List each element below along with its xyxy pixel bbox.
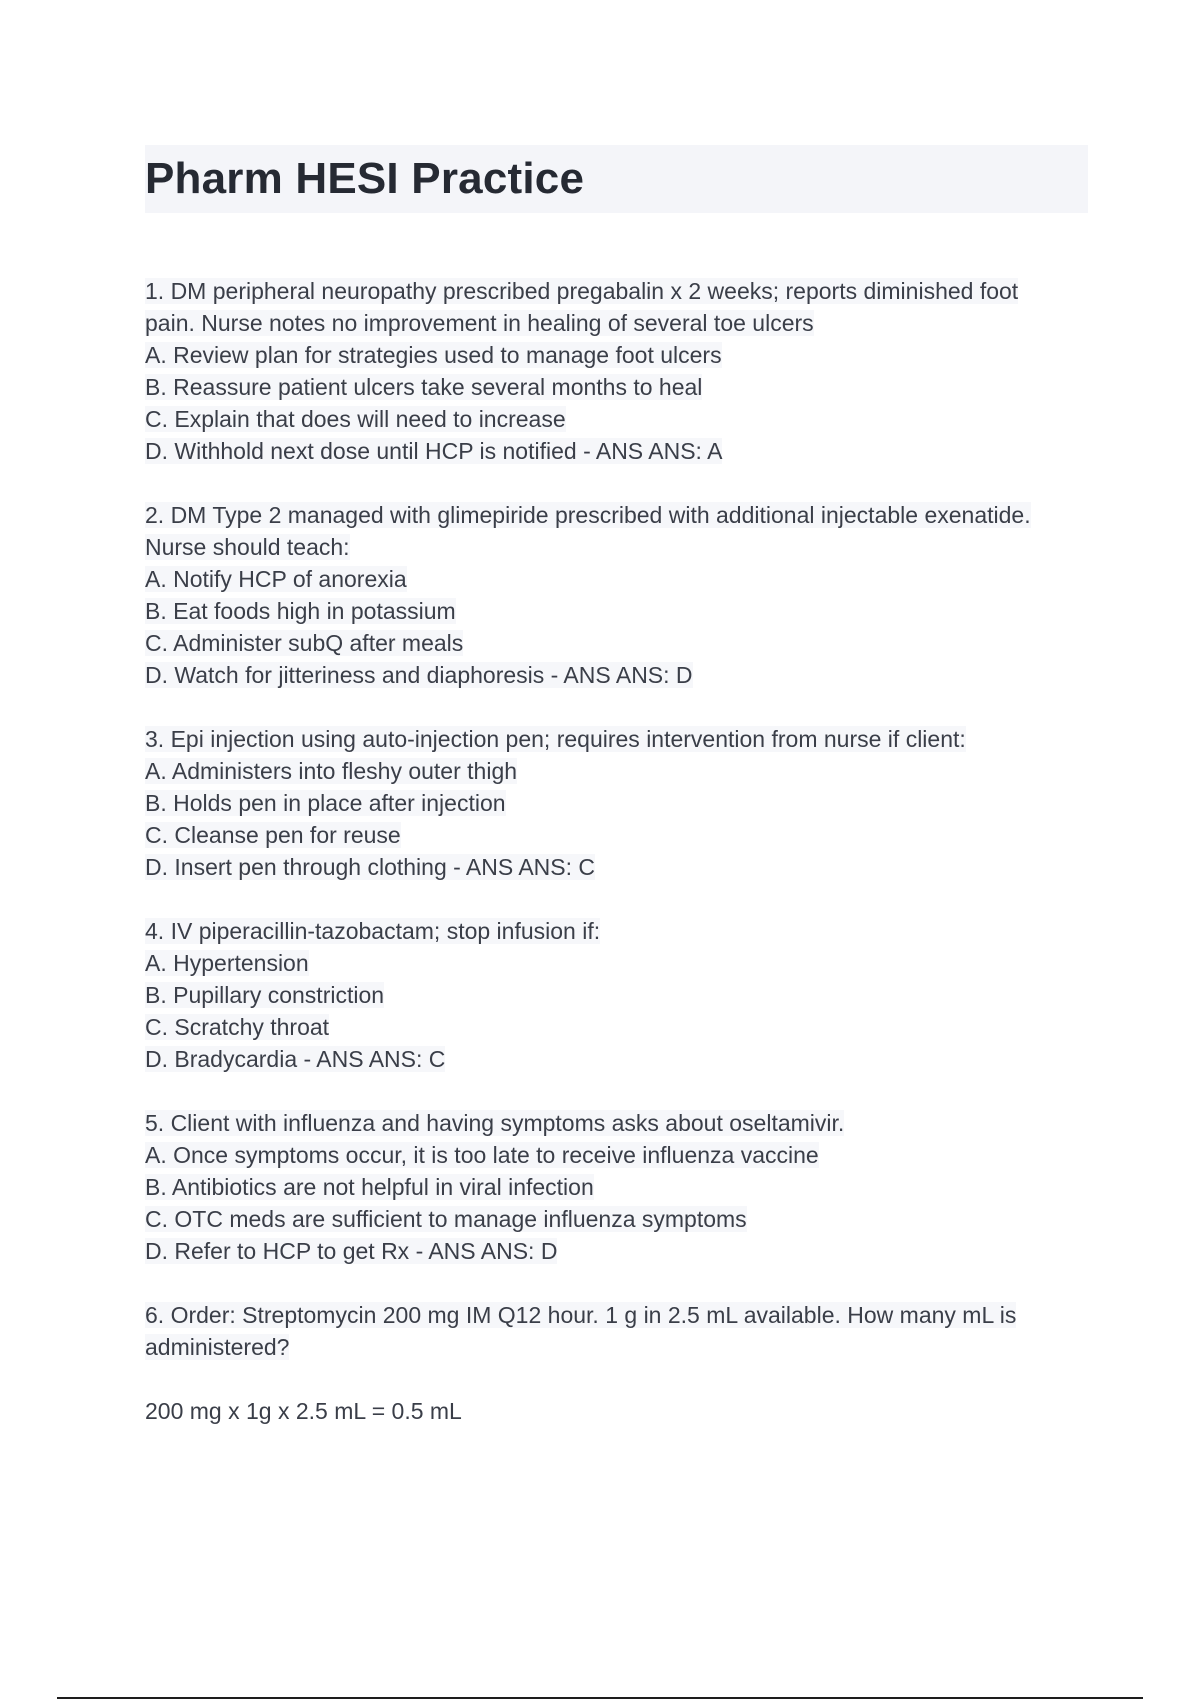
answer-option-d: D. Insert pen through clothing - ANS ANS: C bbox=[145, 854, 596, 880]
question-stem-line: pain. Nurse notes no improvement in healing of several toe ulcers bbox=[145, 310, 814, 336]
answer-option-d: D. Withhold next dose until HCP is notified - ANS ANS: A bbox=[145, 438, 723, 464]
answer-option-a: A. Hypertension bbox=[145, 950, 309, 976]
question-stem-line: 3. Epi injection using auto-injection pen; requires intervention from nurse if client: bbox=[145, 726, 966, 752]
answer-option-a: A. Notify HCP of anorexia bbox=[145, 566, 407, 592]
answer-option-d: D. Watch for jitteriness and diaphoresis - ANS ANS: D bbox=[145, 662, 693, 688]
answer-option-d: D. Refer to HCP to get Rx - ANS ANS: D bbox=[145, 1238, 558, 1264]
question-1 bbox=[145, 275, 1090, 467]
answer-option-c: C. Cleanse pen for reuse bbox=[145, 822, 401, 848]
question-2 bbox=[145, 499, 1090, 691]
question-stem-line: Nurse should teach: bbox=[145, 534, 350, 560]
answer-option-b: B. Eat foods high in potassium bbox=[145, 598, 456, 624]
answer-option-a: A. Administers into fleshy outer thigh bbox=[145, 758, 518, 784]
answer-option-b: B. Antibiotics are not helpful in viral infection bbox=[145, 1174, 594, 1200]
answer-option-a: A. Review plan for strategies used to manage foot ulcers bbox=[145, 342, 722, 368]
question-stem-line: 4. IV piperacillin-tazobactam; stop infusion if: bbox=[145, 918, 601, 944]
answer-option-b: B. Holds pen in place after injection bbox=[145, 790, 506, 816]
question-stem-line: 6. Order: Streptomycin 200 mg IM Q12 hour. 1 g in 2.5 mL available. How many mL is bbox=[145, 1302, 1017, 1328]
dosage-calculation: 200 mg x 1g x 2.5 mL = 0.5 mL bbox=[145, 1398, 462, 1424]
title-banner bbox=[145, 145, 1088, 213]
question-3 bbox=[145, 723, 1090, 883]
question-stem-line: administered? bbox=[145, 1334, 290, 1360]
answer-option-c: C. Administer subQ after meals bbox=[145, 630, 464, 656]
answer-option-a: A. Once symptoms occur, it is too late to receive influenza vaccine bbox=[145, 1142, 819, 1168]
answer-option-c: C. Scratchy throat bbox=[145, 1014, 330, 1040]
question-6 bbox=[145, 1299, 1090, 1427]
question-5 bbox=[145, 1107, 1090, 1267]
page-title: Pharm HESI Practice bbox=[145, 154, 585, 203]
question-4 bbox=[145, 915, 1090, 1075]
question-stem-line: 1. DM peripheral neuropathy prescribed pregabalin x 2 weeks; reports diminished foot bbox=[145, 278, 1019, 304]
answer-option-c: C. Explain that does will need to increase bbox=[145, 406, 566, 432]
page-bottom-divider bbox=[57, 1697, 1143, 1699]
question-stem-line: 5. Client with influenza and having symptoms asks about oseltamivir. bbox=[145, 1110, 845, 1136]
answer-option-c: C. OTC meds are sufficient to manage influenza symptoms bbox=[145, 1206, 747, 1232]
question-list bbox=[145, 275, 1090, 1459]
answer-option-b: B. Reassure patient ulcers take several months to heal bbox=[145, 374, 703, 400]
question-stem-line: 2. DM Type 2 managed with glimepiride prescribed with additional injectable exenatide. bbox=[145, 502, 1031, 528]
answer-option-b: B. Pupillary constriction bbox=[145, 982, 385, 1008]
answer-option-d: D. Bradycardia - ANS ANS: C bbox=[145, 1046, 446, 1072]
